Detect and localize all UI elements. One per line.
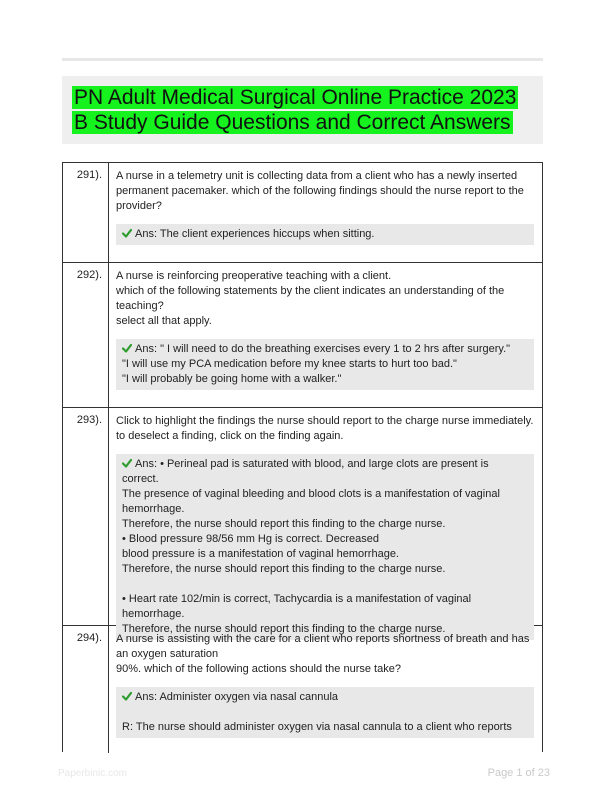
question-number: 293). bbox=[63, 408, 109, 625]
question-body bbox=[109, 408, 542, 640]
question-row bbox=[63, 163, 542, 263]
question-row bbox=[63, 408, 542, 635]
question-number: 292). bbox=[63, 263, 109, 407]
checkmark-icon bbox=[122, 343, 132, 353]
document-title bbox=[72, 85, 532, 135]
question-text: A nurse is assisting with the care for a client who reports shortness of breath and has an oxygen saturation 90%. which of the following actions should the nurse take? bbox=[116, 633, 530, 675]
question-text: Click to highlight the findings the nurse should report to the charge nurse immediately. to deselect a finding, click on the finding again. bbox=[116, 415, 534, 442]
question-body bbox=[109, 163, 542, 245]
title-box bbox=[62, 76, 543, 144]
answer-box bbox=[116, 339, 534, 390]
checkmark-icon bbox=[122, 458, 132, 468]
document-title-text: PN Adult Medical Surgical Online Practice 2023 B Study Guide Questions and Correct Answers bbox=[74, 86, 517, 134]
question-number: 291). bbox=[63, 163, 109, 262]
answer-text: Ans: Administer oxygen via nasal cannula R: The nurse should administer oxygen via nasal cannula to a client who reports bbox=[122, 691, 512, 733]
answer-box bbox=[116, 687, 534, 738]
page-number: Page 1 of 23 bbox=[487, 767, 550, 779]
answer-box bbox=[116, 224, 534, 245]
watermark-text: Paperbinic.com bbox=[58, 768, 127, 779]
checkmark-icon bbox=[122, 691, 132, 701]
question-number: 294). bbox=[63, 626, 109, 753]
question-table bbox=[62, 162, 543, 752]
question-text: A nurse in a telemetry unit is collecting data from a client who has a newly inserted permanent pacemaker. which of the following findings should the nurse report to the provider? bbox=[116, 170, 524, 212]
answer-box bbox=[116, 454, 534, 640]
question-body bbox=[109, 626, 542, 738]
answer-text: Ans: " I will need to do the breathing exercises every 1 to 2 hrs after surgery." "I will use my PCA medication before my knee starts to hurt too bad." "I will probably be going home with a walker." bbox=[122, 343, 511, 385]
answer-text: Ans: • Perineal pad is saturated with blood, and large clots are present is correct. The presence of vaginal bleeding and blood clots is a manifestation of vaginal hemorrhage. Therefore, the nurse should report this finding to the charge nurse. • Blood pressure 98/56 mm Hg is correct. Decreased blood pressure is a manifestation of vaginal hemorrhage. Therefore, the nurse should report this finding to the charge nurse. • Heart rate 102/min is correct, Tachycardia is a manifestation of vaginal hemorrhage. Therefore, the nurse should report this finding to the charge nurse. bbox=[122, 458, 500, 635]
question-row bbox=[63, 263, 542, 408]
question-row bbox=[63, 626, 542, 753]
answer-text: Ans: The client experiences hiccups when sitting. bbox=[135, 228, 375, 240]
top-divider bbox=[62, 58, 543, 61]
question-text: A nurse is reinforcing preoperative teaching with a client. which of the following statements by the client indicates an understanding of the teaching? select all that apply. bbox=[116, 270, 505, 327]
question-body bbox=[109, 263, 542, 390]
checkmark-icon bbox=[122, 228, 132, 238]
